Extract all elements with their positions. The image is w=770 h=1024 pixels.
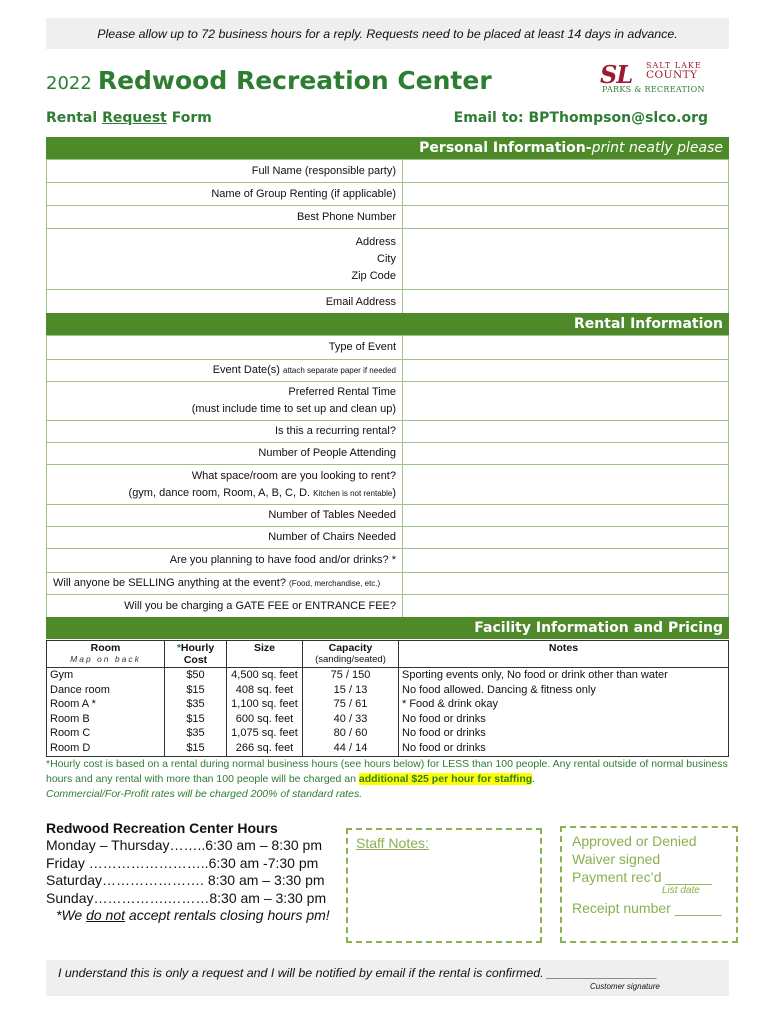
- col-cost: [165, 641, 227, 668]
- tables-field[interactable]: [403, 505, 729, 527]
- field-label-people: Number of People Attending: [47, 443, 403, 465]
- selling-note: (Food, merchandise, etc.): [289, 579, 381, 588]
- facility-band: [46, 617, 729, 639]
- phone-field[interactable]: [403, 206, 729, 229]
- form-subtitle: [46, 110, 212, 126]
- payment-received: Payment rec’d ______: [572, 869, 713, 885]
- event-dates-field[interactable]: [403, 360, 729, 382]
- full-name-field[interactable]: [403, 160, 729, 183]
- col-size: Size: [227, 641, 303, 668]
- room-cell: Gym: [47, 668, 165, 683]
- cost-cell: $35: [165, 697, 227, 712]
- address-field[interactable]: [403, 229, 729, 290]
- chairs-field[interactable]: [403, 527, 729, 549]
- event-dates-note: attach separate paper if needed: [283, 366, 396, 375]
- list-date-label: List date: [662, 885, 700, 896]
- room-cell: Room B: [47, 712, 165, 727]
- personal-band-title: Personal Information-: [419, 140, 592, 156]
- footnote-commercial: Commercial/For-Profit rates will be charged 200% of standard rates.: [46, 788, 363, 800]
- personal-info-band: [46, 137, 729, 159]
- event-type-field[interactable]: [403, 336, 729, 360]
- approved-or-denied: Approved or Denied: [572, 833, 697, 849]
- subtitle-post: Form: [166, 110, 212, 126]
- space-field[interactable]: [403, 465, 729, 505]
- logo-parks: PARKS & RECREATION: [602, 85, 705, 94]
- hours-note: [46, 907, 336, 923]
- cost-star: *: [176, 642, 181, 654]
- approval-box[interactable]: [560, 826, 738, 943]
- col-room-label: Room: [90, 642, 121, 654]
- field-label-group-name: Name of Group Renting (if applicable): [47, 183, 403, 206]
- capacity-cell: 44 / 14: [303, 741, 399, 756]
- rental-info-band: [46, 313, 729, 335]
- footnote-text: *Hourly cost is based on a rental during normal business hours (see hours below) for LESS than 100 people. Any rental outside of normal business hours and any rental with more than 100 people will be charged an: [46, 758, 728, 785]
- people-field[interactable]: [403, 443, 729, 465]
- size-cell: 600 sq. feet: [227, 712, 303, 727]
- customer-signature-label: Customer signature: [590, 982, 660, 991]
- hours-note-underlined: do not: [86, 907, 126, 923]
- title-year: 2022: [46, 73, 92, 94]
- subtitle-pre: Rental: [46, 110, 103, 126]
- table-row: [47, 741, 729, 756]
- capacity-cell: 75 / 61: [303, 697, 399, 712]
- page-title: [46, 66, 492, 95]
- subtitle-underlined: Request: [102, 110, 167, 126]
- field-label-email: Email Address: [47, 290, 403, 315]
- space-note: [53, 485, 396, 502]
- notes-cell: No food or drinks: [399, 712, 729, 727]
- field-label-event-type: Type of Event: [47, 336, 403, 360]
- group-name-field[interactable]: [403, 183, 729, 206]
- waiver-signed: Waiver signed: [572, 851, 661, 867]
- col-room: [47, 641, 165, 668]
- email-to: Email to: BPThompson@slco.org: [453, 110, 708, 126]
- field-label-address: Address: [355, 235, 396, 248]
- field-label-tables: Number of Tables Needed: [47, 505, 403, 527]
- field-label-event-dates: [47, 360, 403, 382]
- receipt-number: Receipt number ______: [572, 900, 722, 916]
- field-label-chairs: Number of Chairs Needed: [47, 527, 403, 549]
- logo-salt-lake: SALT LAKE: [646, 61, 702, 70]
- capacity-cell: 40 / 33: [303, 712, 399, 727]
- pricing-table: [46, 640, 729, 757]
- room-cell: Room C: [47, 726, 165, 741]
- hours-note-post: accept rentals closing hours pm!: [125, 907, 330, 923]
- logo-sl: SL: [600, 60, 633, 89]
- field-label-address-block: [47, 229, 403, 290]
- logo-county: COUNTY: [646, 69, 698, 81]
- notes-cell: No food or drinks: [399, 741, 729, 756]
- space-note-kitchen: Kitchen is not rentable: [313, 488, 393, 498]
- hours-heading: Redwood Recreation Center Hours: [46, 820, 278, 836]
- recurring-field[interactable]: [403, 421, 729, 443]
- size-cell: 266 sq. feet: [227, 741, 303, 756]
- field-label-phone: Best Phone Number: [47, 206, 403, 229]
- size-cell: 1,100 sq. feet: [227, 697, 303, 712]
- hours-row: Monday – Thursday……..6:30 am – 8:30 pm: [46, 837, 322, 853]
- col-cost-label: Hourly Cost: [180, 642, 215, 666]
- personal-info-table: [46, 159, 729, 315]
- cost-cell: $35: [165, 726, 227, 741]
- capacity-cell: 15 / 13: [303, 683, 399, 698]
- field-label-full-name: Full Name (responsible party): [47, 160, 403, 183]
- footnote-highlight: additional $25 per hour for staffing: [358, 773, 533, 785]
- field-label-zip: Zip Code: [351, 269, 396, 282]
- email-field[interactable]: [403, 290, 729, 315]
- hours-row: Sunday…………….………8:30 am – 3:30 pm: [46, 889, 327, 906]
- table-row: [47, 683, 729, 698]
- space-label: What space/room are you looking to rent?: [191, 469, 396, 482]
- staff-notes-label: Staff Notes:: [356, 835, 429, 851]
- size-cell: 1,075 sq. feet: [227, 726, 303, 741]
- hours-row: Saturday…………………. 8:30 am – 3:30 pm: [46, 872, 325, 888]
- notes-cell: No food allowed. Dancing & fitness only: [399, 683, 729, 698]
- hours-block: [46, 820, 336, 923]
- capacity-cell: 80 / 60: [303, 726, 399, 741]
- col-capacity-sub: (sanding/seated): [315, 654, 386, 665]
- signature-bar: [46, 960, 729, 996]
- size-cell: 4,500 sq. feet: [227, 668, 303, 683]
- rental-time-field[interactable]: [403, 382, 729, 421]
- field-label-city: City: [377, 252, 396, 265]
- space-note-main: (gym, dance room, Room, A, B, C, D.: [128, 486, 311, 499]
- col-capacity: [303, 641, 399, 668]
- rental-info-table: [46, 335, 729, 619]
- salt-lake-county-logo: [600, 60, 730, 98]
- event-dates-label: Event Date(s): [212, 364, 280, 376]
- rental-time-note: (must include time to set up and clean up): [191, 403, 396, 415]
- footnote-period: .: [532, 773, 536, 785]
- field-label-rental-time: [47, 382, 403, 421]
- title-text: Redwood Recreation Center: [97, 66, 492, 95]
- table-row: [47, 668, 729, 683]
- table-row: [47, 697, 729, 712]
- col-capacity-label: Capacity: [328, 642, 373, 654]
- signature-statement: I understand this is only a request and I will be notified by email if the rental is confirmed. ________________: [58, 966, 658, 980]
- field-label-gate-fee: Will you be charging a GATE FEE or ENTRANCE FEE?: [47, 595, 403, 619]
- space-note-close: ): [392, 486, 396, 499]
- field-label-recurring: Is this a recurring rental?: [47, 421, 403, 443]
- table-row: [47, 726, 729, 741]
- selling-field[interactable]: [403, 573, 729, 595]
- notice-banner: Please allow up to 72 business hours for a reply. Requests need to be placed at least 14 days in advance.: [46, 18, 729, 49]
- notes-cell: Sporting events only, No food or drink other than water: [399, 668, 729, 683]
- rental-time-label: Preferred Rental Time: [288, 386, 396, 398]
- room-cell: Room A *: [47, 697, 165, 712]
- field-label-food: Are you planning to have food and/or drinks? *: [47, 549, 403, 573]
- table-row: [47, 712, 729, 727]
- room-cell: Dance room: [47, 683, 165, 698]
- col-room-sub: Map on back: [70, 654, 141, 664]
- staff-notes-box[interactable]: [346, 828, 542, 943]
- notes-cell: * Food & drink okay: [399, 697, 729, 712]
- capacity-cell: 75 / 150: [303, 668, 399, 683]
- col-notes: Notes: [399, 641, 729, 668]
- cost-cell: $50: [165, 668, 227, 683]
- room-cell: Room D: [47, 741, 165, 756]
- rental-band-title: Rental Information: [574, 316, 723, 332]
- pricing-footnote: [46, 757, 729, 802]
- facility-band-title: Facility Information and Pricing: [474, 620, 723, 636]
- gate-fee-field[interactable]: [403, 595, 729, 619]
- field-label-space: [47, 465, 403, 505]
- personal-band-italic: print neatly please: [591, 140, 723, 156]
- food-field[interactable]: [403, 549, 729, 573]
- size-cell: 408 sq. feet: [227, 683, 303, 698]
- selling-label: Will anyone be SELLING anything at the event?: [53, 577, 286, 589]
- cost-cell: $15: [165, 712, 227, 727]
- field-label-selling: [47, 573, 403, 595]
- hours-row: Friday ……………………..6:30 am -7:30 pm: [46, 854, 319, 871]
- notes-cell: No food or drinks: [399, 726, 729, 741]
- cost-cell: $15: [165, 741, 227, 756]
- hours-note-pre: *We: [56, 907, 87, 923]
- cost-cell: $15: [165, 683, 227, 698]
